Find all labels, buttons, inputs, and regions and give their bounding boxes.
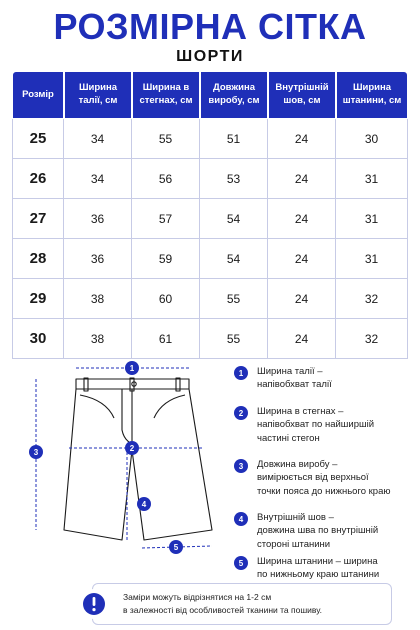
table-cell: 29: [12, 279, 64, 319]
marker-4-label: 4: [141, 500, 147, 509]
legend-number-badge: 5: [234, 556, 248, 570]
table-cell: 24: [268, 279, 336, 319]
table-cell: 59: [132, 239, 200, 279]
table-cell: 54: [200, 199, 268, 239]
table-cell: 34: [64, 119, 132, 159]
table-cell: 26: [12, 159, 64, 199]
table-cell: 31: [336, 159, 408, 199]
note-text: Заміри можуть відрізнятися на 1-2 см в залежності від особливостей тканини та пошиву.: [123, 592, 322, 616]
table-cell: 24: [268, 159, 336, 199]
legend-number-badge: 1: [234, 366, 248, 380]
table-cell: 28: [12, 239, 64, 279]
table-cell: 32: [336, 319, 408, 359]
table-cell: 31: [336, 239, 408, 279]
legend-item: [234, 511, 414, 551]
table-cell: 55: [200, 319, 268, 359]
table-cell: 30: [336, 119, 408, 159]
legend-text: Ширина в стегнах – напівобхват по найширшій частині стегон: [257, 406, 375, 444]
legend-item: [234, 458, 414, 498]
shorts-diagram: [14, 352, 224, 570]
shorts-outline: [64, 389, 212, 540]
table-row: [12, 239, 408, 279]
page-title: РОЗМІРНА СІТКА: [53, 6, 367, 47]
marker-2-label: 2: [129, 444, 135, 453]
legend-number-badge: 3: [234, 459, 248, 473]
legend-item: [234, 405, 414, 445]
table-cell: 38: [64, 319, 132, 359]
marker-3-label: 3: [33, 448, 39, 457]
table-cell: 32: [336, 279, 408, 319]
table-cell: 55: [200, 279, 268, 319]
column-header: Ширина штанини, см: [336, 71, 408, 119]
table-cell: 51: [200, 119, 268, 159]
table-cell: 34: [64, 159, 132, 199]
table-cell: 36: [64, 239, 132, 279]
fly-stitch: [122, 389, 132, 444]
table-cell: 30: [12, 319, 64, 359]
table-cell: 60: [132, 279, 200, 319]
table-cell: 24: [268, 199, 336, 239]
table-cell: 25: [12, 119, 64, 159]
info-icon: [79, 589, 109, 619]
legend-item: [234, 555, 414, 582]
table-cell: 24: [268, 239, 336, 279]
table-cell: 57: [132, 199, 200, 239]
table-cell: 56: [132, 159, 200, 199]
table-cell: 36: [64, 199, 132, 239]
table-header-row: [12, 71, 408, 119]
table-cell: 61: [132, 319, 200, 359]
table-row: [12, 159, 408, 199]
shorts-drawing: [14, 352, 224, 570]
column-header: Ширина талії, см: [64, 71, 132, 119]
measurement-note: [92, 583, 392, 625]
table-cell: 54: [200, 239, 268, 279]
column-header: Довжина виробу, см: [200, 71, 268, 119]
legend-text: Ширина талії – напівобхват талії: [257, 366, 332, 391]
table-cell: 27: [12, 199, 64, 239]
marker-1-label: 1: [129, 364, 135, 373]
left-pocket-seam: [80, 395, 114, 418]
marker-5-label: 5: [173, 543, 179, 552]
page-subtitle: ШОРТИ: [176, 48, 244, 65]
size-table: [12, 71, 408, 359]
table-row: [12, 119, 408, 159]
legend-number-badge: 4: [234, 512, 248, 526]
table-cell: 53: [200, 159, 268, 199]
column-header: Ширина в стегнах, см: [132, 71, 200, 119]
waistband: [76, 379, 189, 389]
legend-text: Ширина штанини – ширина по нижньому краю штанини: [257, 556, 380, 581]
table-cell: 38: [64, 279, 132, 319]
legend-number-badge: 2: [234, 406, 248, 420]
legend-item: [234, 365, 414, 392]
legend-text: Довжина виробу – вимірюється від верхньої точки пояса до нижнього краю: [257, 459, 391, 497]
right-pocket-seam: [154, 395, 185, 418]
table-row: [12, 279, 408, 319]
column-header: Розмір: [12, 71, 64, 119]
column-header: Внутрішній шов, см: [268, 71, 336, 119]
table-cell: 55: [132, 119, 200, 159]
legend-text: Внутрішній шов – довжина шва по внутрішній стороні штанини: [257, 512, 379, 550]
table-cell: 31: [336, 199, 408, 239]
table-cell: 24: [268, 119, 336, 159]
table-row: [12, 199, 408, 239]
table-cell: 24: [268, 319, 336, 359]
